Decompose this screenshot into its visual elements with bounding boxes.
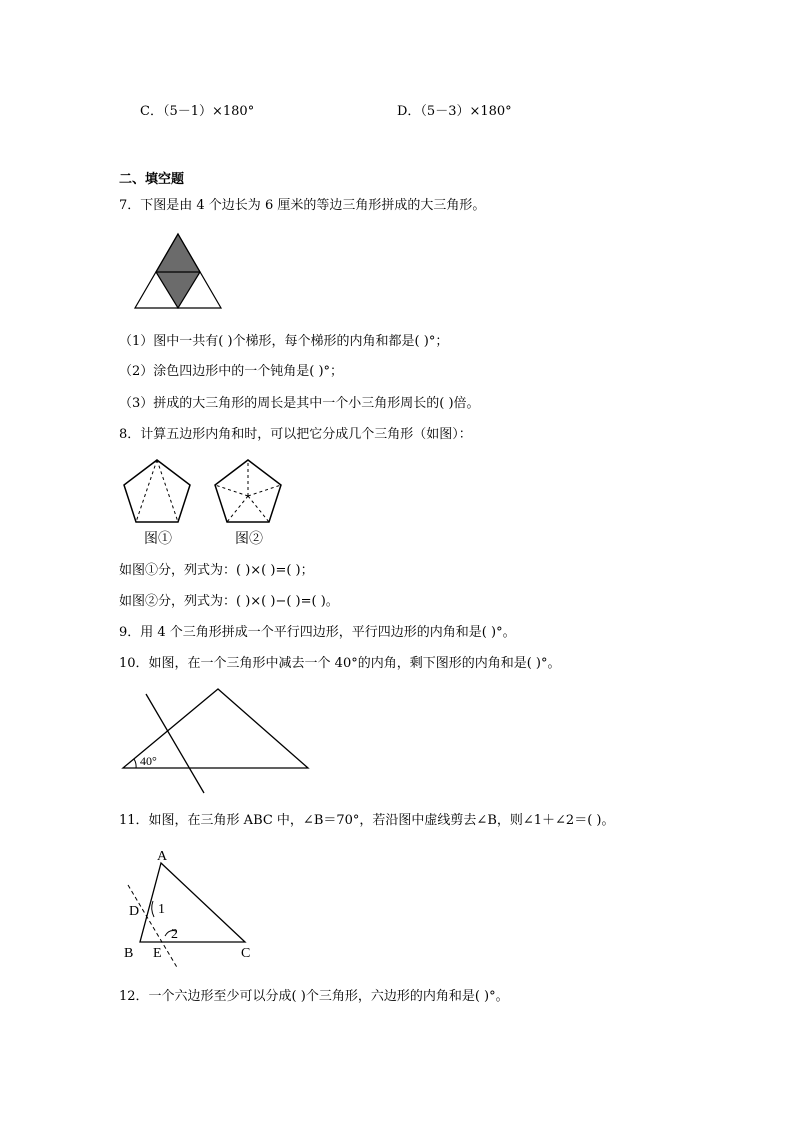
option-c: C．（5－1）×180°: [140, 104, 255, 119]
q8-stem: 8．计算五边形内角和时，可以把它分成几个三角形（如图）：: [119, 427, 472, 442]
q8-fig2-label: 图②: [235, 531, 263, 547]
q10-angle-label: 40°: [140, 754, 157, 768]
option-d: D．（5－3）×180°: [397, 104, 512, 119]
q8-line1: 如图①分，列式为：( )×( )=( )；: [119, 563, 314, 578]
q11-label-a: A: [157, 849, 168, 864]
section-title: 二、填空题: [119, 172, 185, 187]
q8-figure-2: [211, 458, 286, 526]
q11-label-c: C: [241, 946, 251, 961]
q7-figure: [133, 232, 223, 310]
q7-part2: （2）涂色四边形中的一个钝角是( )°；: [119, 364, 344, 379]
q7-part3: （3）拼成的大三角形的周长是其中一个小三角形周长的( )倍。: [119, 396, 480, 411]
q11-label-b: B: [124, 946, 134, 961]
q11-figure: [120, 843, 260, 971]
q7-stem: 7．下图是由 4 个边长为 6 厘米的等边三角形拼成的大三角形。: [119, 198, 486, 213]
q8-fig1-label: 图①: [144, 531, 172, 547]
q11-label-1: 1: [158, 902, 165, 917]
q11-label-2: 2: [171, 927, 178, 942]
q10-figure: [120, 687, 312, 795]
q11-stem: 11．如图，在三角形 ABC 中，∠B＝70°，若沿图中虚线剪去∠B，则∠1＋∠2＝( )。: [119, 813, 615, 828]
q9-stem: 9．用 4 个三角形拼成一个平行四边形，平行四边形的内角和是( )°。: [119, 625, 516, 640]
q7-part1: （1）图中一共有( )个梯形，每个梯形的内角和都是( )°；: [119, 334, 449, 349]
q8-figure-1: [120, 458, 195, 526]
q7-shaded-rhombus: [156, 234, 200, 308]
q11-label-e: E: [153, 946, 162, 961]
q11-label-d: D: [129, 904, 140, 919]
q10-stem: 10．如图，在一个三角形中减去一个 40°的内角，剩下图形的内角和是( )°。: [119, 656, 561, 671]
q12-stem: 12．一个六边形至少可以分成( )个三角形，六边形的内角和是( )°。: [119, 989, 509, 1004]
q8-line2: 如图②分，列式为：( )×( )−( )=( )。: [119, 594, 339, 609]
